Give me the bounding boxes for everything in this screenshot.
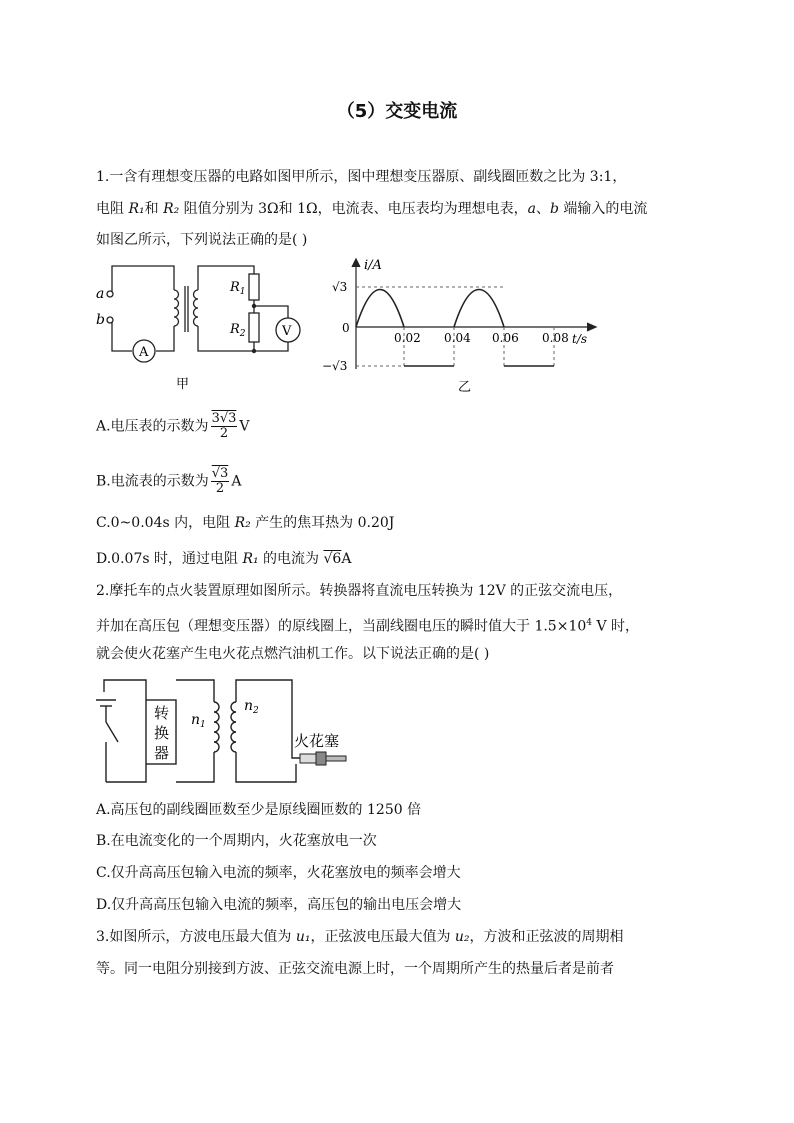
r2-label: $R_2$: [230, 322, 246, 339]
converter-label-char: 转: [154, 704, 170, 722]
q1-line-3: 如图乙所示，下列说法正确的是( ): [96, 232, 308, 248]
fig-jia-caption: 甲: [176, 377, 190, 392]
spark-plug-icon: [300, 752, 346, 765]
primary-coil: [174, 290, 179, 326]
x-tick-label: 0.06: [492, 331, 519, 345]
ignition-circuit-diagram: [94, 672, 374, 792]
ammeter-label: A: [139, 345, 149, 360]
resistor-r1: [249, 274, 259, 300]
secondary-coil-n2: [231, 702, 236, 752]
q2-option-b[interactable]: B.在电流变化的一个周期内，火花塞放电一次: [96, 833, 377, 849]
origin-label: 0: [342, 321, 350, 335]
q2-line-1: 2.摩托车的点火装置原理如图所示。转换器将直流电压转换为 12V 的正弦交流电压，: [96, 583, 623, 599]
fig-yi-caption: 乙: [458, 380, 472, 395]
primary-coil-n1: [214, 702, 219, 752]
y-tick-bottom: −√3: [322, 359, 348, 373]
q2-option-c[interactable]: C.仅升高高压包输入电流的频率，火花塞放电的频率会增大: [96, 865, 461, 881]
q3-line-2: 等。同一电阻分别接到方波、正弦交流电源上时，一个周期所产生的热量后者是前者: [96, 961, 614, 977]
converter-label-char: 换: [154, 724, 170, 742]
current-waveform: [356, 290, 554, 367]
terminal-a-label: a: [96, 286, 105, 302]
r1-label: $R_1$: [230, 280, 246, 297]
q1-line-2: 电阻 R₁和 R₂ 阻值分别为 3Ω和 1Ω，电流表、电压表均为理想电表，a、b 端输入的电流: [96, 201, 648, 217]
n1-label: $n_1$: [191, 712, 206, 730]
q1-option-b[interactable]: B.电流表的示数为 $\frac{√3}{2}$ A: [96, 466, 242, 496]
resistor-r2: [249, 313, 259, 342]
q2-option-d[interactable]: D.仅升高高压包输入电流的频率，高压包的输出电压会增大: [96, 897, 462, 913]
y-tick-top: √3: [332, 280, 348, 294]
page-title: （5）交变电流: [336, 101, 458, 122]
voltmeter-label: V: [282, 324, 292, 339]
secondary-coil: [194, 290, 199, 326]
x-tick-label: 0.04: [444, 331, 471, 345]
x-tick-label: 0.08: [542, 331, 569, 345]
n2-label: $n_2$: [244, 698, 259, 716]
q2-option-a[interactable]: A.高压包的副线圈匝数至少是原线圈匝数的 1250 倍: [96, 802, 422, 818]
q2-line-2: 并加在高压包（理想变压器）的原线圈上，当副线圈电压的瞬时值大于 $1.5\times 10^4$ V 时，: [96, 618, 640, 635]
q1-line-1: 1.一含有理想变压器的电路如图甲所示，图中理想变压器原、副线圈匝数之比为 3:1，: [96, 169, 627, 185]
q2-line-3: 就会使火花塞产生电火花点燃汽油机工作。以下说法正确的是( ): [96, 646, 490, 662]
terminal-b-label: b: [96, 312, 105, 328]
current-graph-yi: [320, 253, 610, 398]
circuit-diagram-jia: [92, 258, 312, 398]
q1-option-a[interactable]: A.电压表的示数为 $\frac{3√3}{2}$ V: [96, 411, 250, 441]
switch-icon: [106, 722, 118, 742]
q3-line-1: 3.如图所示，方波电压最大值为 u₁，正弦波电压最大值为 u₂，方波和正弦波的周期相: [96, 929, 624, 945]
x-axis-label: t/s: [572, 332, 588, 346]
spark-plug-label: 火花塞: [294, 732, 340, 750]
x-tick-label: 0.02: [394, 331, 421, 345]
q1-option-c[interactable]: C.0~0.04s 内，电阻 R₂ 产生的焦耳热为 0.20J: [96, 515, 395, 531]
y-axis-label: i/A: [364, 258, 382, 273]
q1-option-d[interactable]: D.0.07s 时，通过电阻 R₁ 的电流为 √6A: [96, 551, 352, 567]
converter-label-char: 器: [154, 744, 170, 762]
